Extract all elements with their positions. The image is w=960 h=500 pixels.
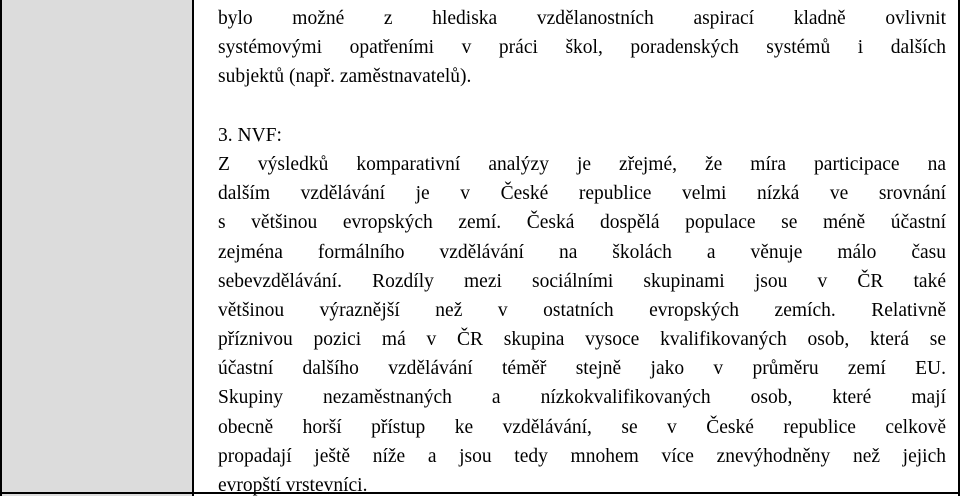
text-line: propadají ještě níže a jsou tedy mnohem více znevýhodněny než jejich <box>218 445 946 467</box>
text-line: dalším vzdělávání je v České republice velmi nízká ve srovnání <box>218 183 946 205</box>
section-heading: 3. NVF: <box>218 124 282 146</box>
text-line: Z výsledků komparativní analýzy je zřejmé, že míra participace na <box>218 153 946 175</box>
left-shaded-cell <box>0 0 194 496</box>
text-line: subjektů (např. zaměstnavatelů). <box>218 66 472 88</box>
text-line: systémovými opatřeními v práci škol, poradenských systémů i dalších <box>218 37 946 59</box>
text-line: Skupiny nezaměstnaných a nízkokvalifikovaných osob, které mají <box>218 387 946 409</box>
text-line: s většinou evropských zemí. Česká dospělá populace se méně účastní <box>218 212 946 234</box>
paragraph-gap <box>218 92 946 121</box>
text-cell <box>218 4 946 500</box>
text-line: obecně horší přístup ke vzdělávání, se v České republice celkově <box>218 416 946 438</box>
text-line: většinou výraznější než v ostatních evropských zemích. Relativně <box>218 299 946 321</box>
text-line: účastní dalšího vzdělávání téměř stejně jako v průměru zemí EU. <box>218 358 946 380</box>
text-line: bylo možné z hlediska vzdělanostních aspirací kladně ovlivnit <box>218 8 946 29</box>
text-line: zejména formálního vzdělávání na školách a věnuje málo času <box>218 241 946 263</box>
text-line: sebevzdělávání. Rozdíly mezi sociálními skupinami jsou v ČR také <box>218 270 946 292</box>
text-line: evropští vrstevníci. <box>218 475 368 496</box>
text-line: příznivou pozici má v ČR skupina vysoce kvalifikovaných osob, která se <box>218 329 946 351</box>
